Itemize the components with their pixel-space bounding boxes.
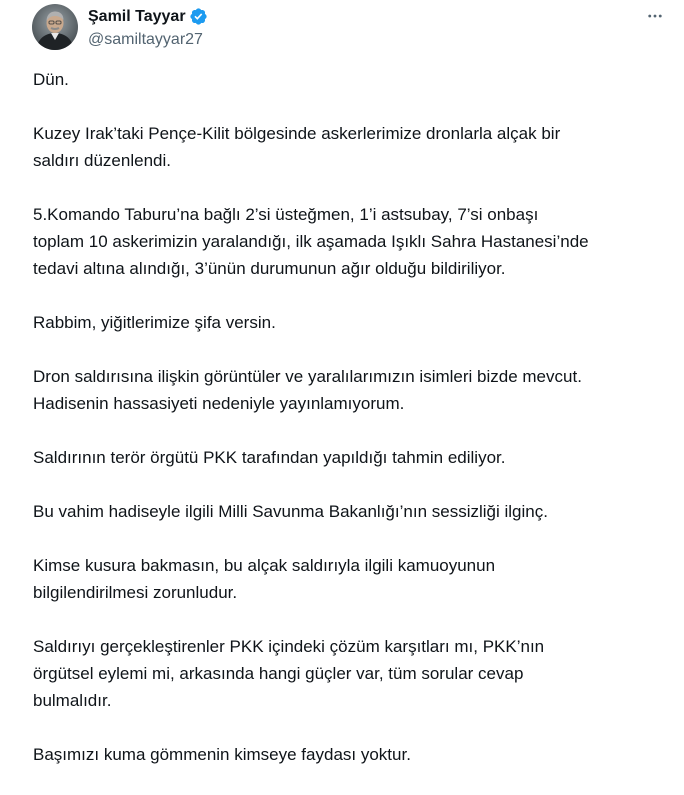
avatar-photo — [32, 4, 78, 50]
tweet-paragraph: Dün. — [33, 70, 69, 89]
tweet-paragraph: Bu vahim hadiseyle ilgili Milli Savunma Bakanlığı’nın sessizliği ilginç. — [33, 502, 548, 521]
tweet-paragraph: Rabbim, yiğitlerimize şifa versin. — [33, 313, 276, 332]
tweet-paragraph: Saldırının terör örgütü PKK tarafından yapıldığı tahmin ediliyor. — [33, 448, 506, 467]
tweet-header — [32, 4, 672, 54]
tweet-paragraph: Kimse kusura bakmasın, bu alçak saldırıyla ilgili kamuoyunun bilgilendirilmesi zorunludur. — [33, 556, 496, 602]
tweet-text — [33, 66, 673, 795]
verified-badge-icon[interactable] — [189, 7, 208, 26]
tweet-paragraph: Dron saldırısına ilişkin görüntüler ve yaralılarımızın isimleri bizde mevcut. Hadisenin hassasiyeti nedeniyle yayınlamıyorum. — [33, 367, 582, 413]
tweet-paragraph: Saldırıyı gerçekleştirenler PKK içindeki çözüm karşıtları mı, PKK’nın örgütsel eylemi mi, arkasında hangi güçler var, tüm sorular cevap bulmalıdır. — [33, 637, 545, 710]
more-horizontal-icon[interactable] — [642, 6, 668, 26]
tweet-paragraph: Başımızı kuma gömmenin kimseye faydası yoktur. — [33, 745, 411, 764]
tweet-paragraph: 5.Komando Taburu’na bağlı 2’si üsteğmen, 1’i astsubay, 7’si onbaşı toplam 10 askerimizin yaralandığı, ilk aşamada Işıklı Sahra Hastanesi’nde tedavi altına alındığı, 3’ünün durumunun ağır olduğu bildiriliyor. — [33, 205, 589, 278]
display-name-row — [88, 6, 208, 27]
avatar[interactable] — [32, 4, 78, 50]
display-name[interactable]: Şamil Tayyar — [88, 8, 186, 25]
author-names — [88, 6, 208, 50]
tweet-paragraph: Kuzey Irak’taki Pençe-Kilit bölgesinde askerlerimize dronlarla alçak bir saldırı düzenlendi. — [33, 124, 561, 170]
handle[interactable]: @samiltayyar27 — [88, 31, 203, 48]
